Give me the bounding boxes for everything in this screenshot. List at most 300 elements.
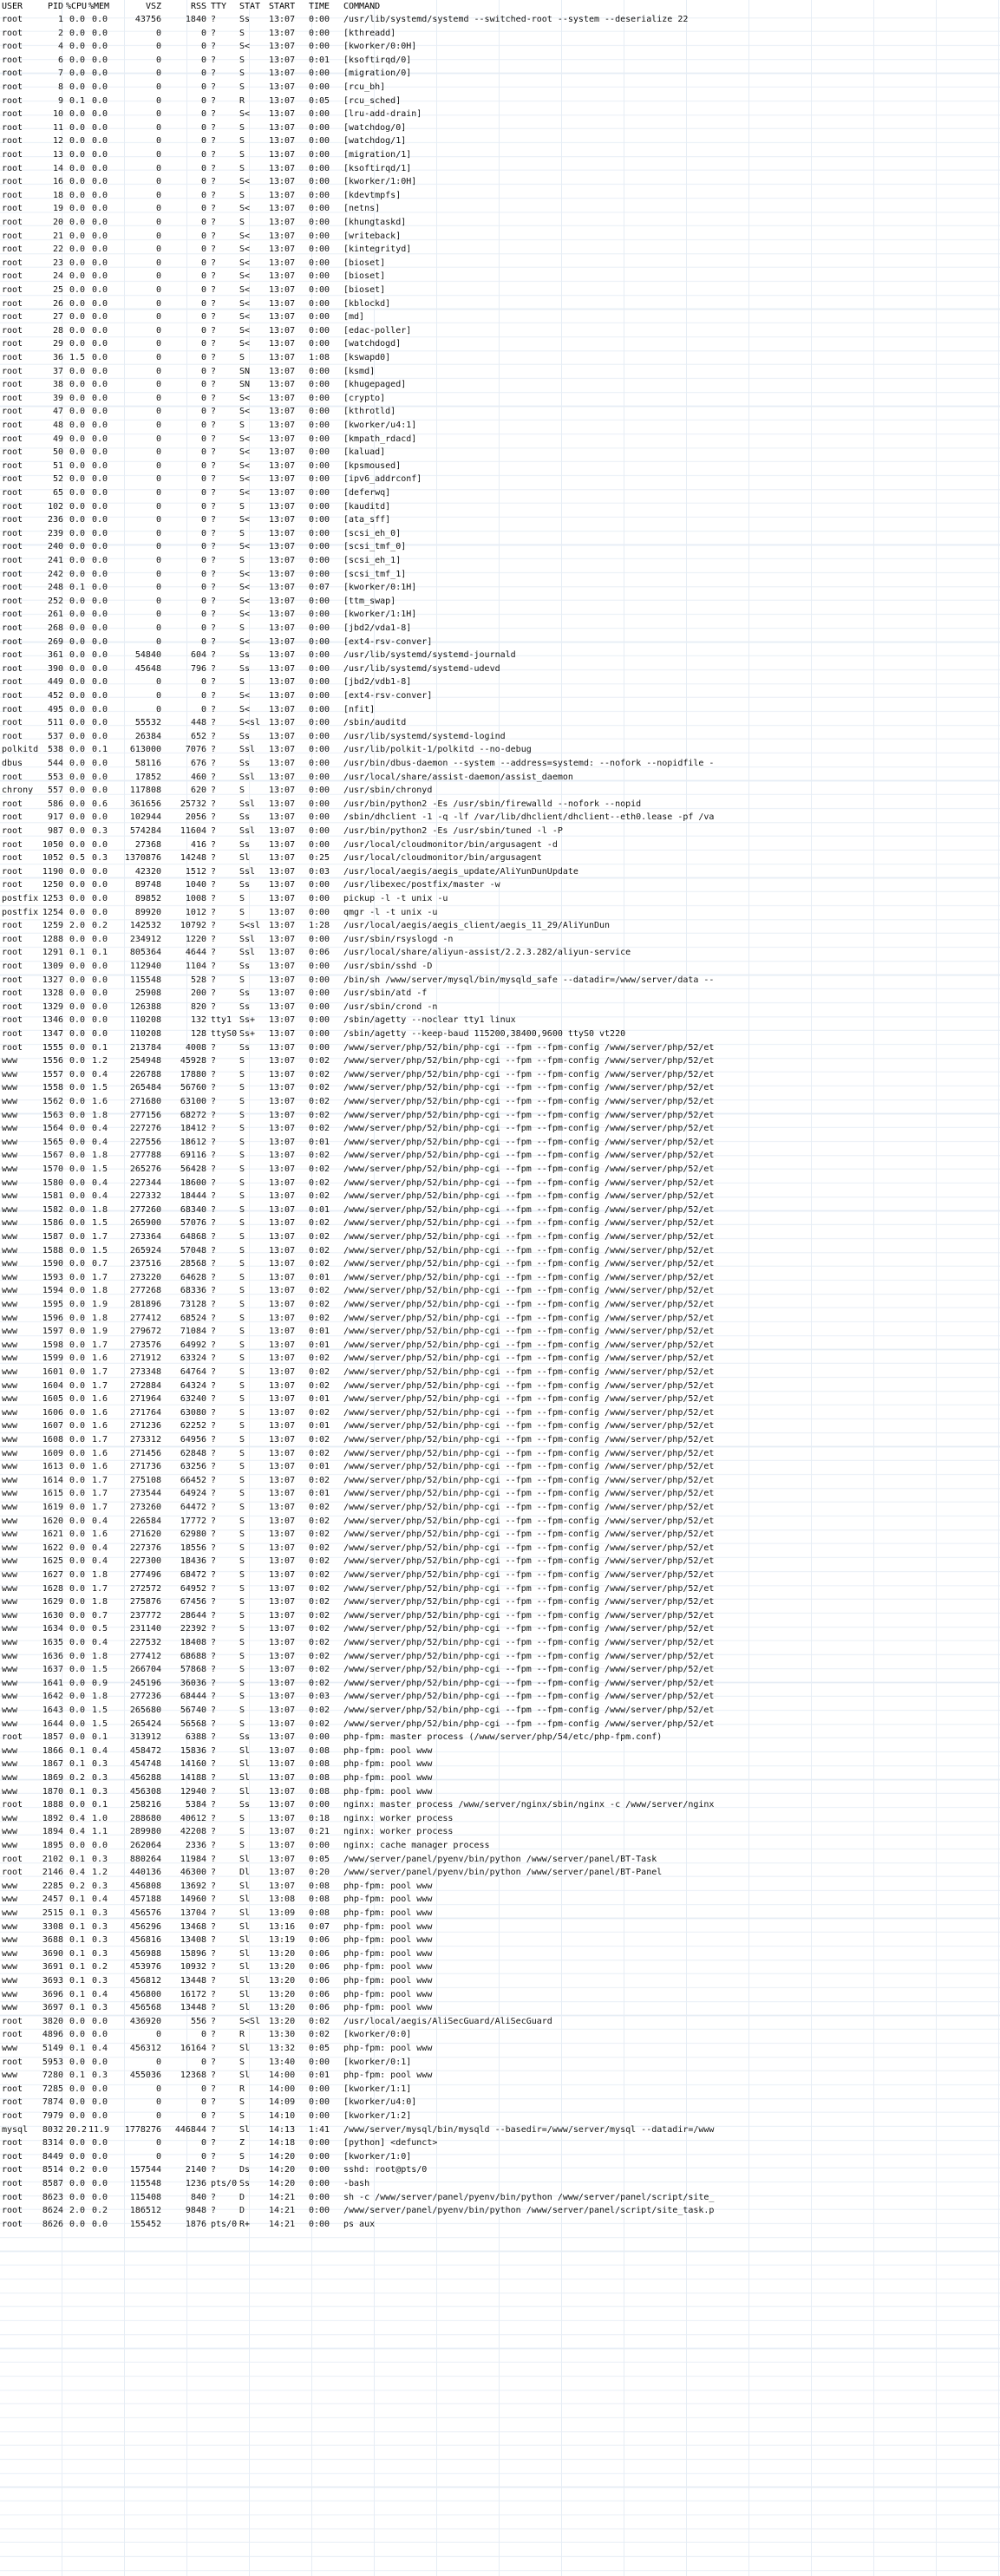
col-cpu: 0.0 [69, 1435, 85, 1445]
col-time: 0:03 [309, 1692, 330, 1702]
col-stat: S< [239, 407, 251, 417]
col-cpu: 0.0 [69, 55, 85, 65]
col-cpu: 0.5 [69, 853, 85, 864]
col-stat: S [239, 1597, 245, 1608]
col-user: www [2, 1881, 18, 1891]
col-cpu: 0.0 [69, 2138, 85, 2149]
col-mem: 1.7 [91, 1489, 108, 1499]
col-start: 13:07 [269, 1529, 296, 1540]
col-user: www [2, 2003, 18, 2013]
col-command: /www/server/php/52/bin/php-cgi --fpm --fpm-config /www/server/php/52/et [343, 1475, 715, 1485]
col-tty: ? [211, 1151, 217, 1161]
col-stat: Ss [239, 812, 251, 823]
header-cpu: %CPU [66, 2, 88, 11]
col-pid: 1347 [42, 1029, 63, 1039]
col-start: 14:18 [269, 2138, 296, 2149]
col-mem: 0.0 [91, 542, 108, 552]
col-cpu: 0.0 [69, 1705, 85, 1715]
col-time: 0:08 [309, 1745, 330, 1756]
col-mem: 0.0 [91, 325, 108, 336]
col-pid: 1622 [42, 1542, 63, 1553]
table-row [0, 243, 954, 257]
col-cpu: 0.0 [69, 1110, 85, 1120]
col-rss: 0 [200, 2151, 206, 2162]
col-command: /www/server/php/52/bin/php-cgi --fpm --fpm-config /www/server/php/52/et [343, 1583, 715, 1594]
table-row [0, 1663, 954, 1677]
col-mem: 1.2 [91, 1868, 108, 1878]
col-cpu: 0.0 [69, 2030, 85, 2040]
col-mem: 0.0 [91, 421, 108, 430]
col-mem: 0.3 [91, 2003, 108, 2013]
col-cpu: 0.0 [69, 150, 85, 160]
col-start: 13:07 [269, 1380, 296, 1391]
col-pid: 1604 [42, 1380, 63, 1391]
col-vsz: 275876 [129, 1597, 161, 1608]
col-vsz: 271620 [129, 1529, 161, 1540]
col-vsz: 281896 [129, 1300, 161, 1309]
col-pid: 1867 [42, 1759, 63, 1770]
col-user: www [2, 1745, 18, 1756]
col-user: root [2, 948, 23, 958]
col-time: 0:00 [309, 218, 330, 227]
col-cpu: 0.0 [69, 474, 85, 485]
col-time: 0:00 [309, 434, 330, 444]
col-rss: 6388 [185, 1732, 206, 1743]
col-mem: 0.0 [91, 271, 108, 282]
col-start: 13:07 [269, 285, 296, 295]
col-start: 13:07 [269, 190, 296, 200]
col-command: /www/server/php/52/bin/php-cgi --fpm --fpm-config /www/server/php/52/et [343, 1083, 715, 1093]
col-vsz: 456296 [129, 1921, 161, 1932]
col-start: 13:07 [269, 1340, 296, 1350]
col-command: /www/server/php/52/bin/php-cgi --fpm --fpm-config /www/server/php/52/et [343, 1705, 715, 1715]
col-user: root [2, 799, 23, 809]
col-cpu: 0.0 [69, 1529, 85, 1540]
col-user: www [2, 1407, 18, 1418]
col-stat: Ss [239, 663, 251, 674]
col-pid: 8032 [42, 2124, 63, 2135]
table-row [0, 1068, 954, 1082]
col-start: 13:07 [269, 759, 296, 768]
col-stat: S [239, 1462, 245, 1472]
col-start: 13:07 [269, 636, 296, 647]
col-pid: 8624 [42, 2206, 63, 2216]
col-stat: S [239, 1813, 245, 1823]
col-mem: 0.0 [91, 82, 108, 92]
col-vsz: 157544 [129, 2165, 161, 2175]
col-start: 13:07 [269, 1651, 296, 1661]
col-pid: 14 [52, 163, 63, 173]
col-time: 0:00 [309, 421, 330, 430]
col-vsz: 0 [155, 122, 161, 133]
col-rss: 14248 [180, 853, 206, 864]
col-stat: S [239, 1300, 245, 1309]
table-row [0, 595, 954, 609]
col-mem: 0.0 [91, 528, 108, 538]
col-vsz: 227276 [129, 1124, 161, 1134]
table-row [0, 1731, 954, 1745]
table-row [0, 1542, 954, 1555]
table-row [0, 2056, 954, 2070]
col-vsz: 0 [155, 366, 161, 376]
col-rss: 56568 [180, 1718, 206, 1729]
col-time: 0:00 [309, 1732, 330, 1743]
col-tty: ? [211, 1503, 217, 1512]
col-stat: Sl [239, 1759, 251, 1770]
col-vsz: 273544 [129, 1489, 161, 1499]
col-rss: 0 [200, 136, 206, 147]
col-user: www [2, 1895, 18, 1905]
col-time: 0:02 [309, 1624, 330, 1634]
col-start: 13:07 [269, 1124, 296, 1134]
col-start: 13:07 [269, 1745, 296, 1756]
col-pid: 1601 [42, 1367, 63, 1377]
col-rss: 42208 [180, 1827, 206, 1837]
col-time: 0:06 [309, 1935, 330, 1946]
col-rss: 36036 [180, 1678, 206, 1688]
col-cpu: 0.0 [69, 839, 85, 850]
col-pid: 1630 [42, 1610, 63, 1621]
col-stat: S< [239, 583, 251, 593]
col-command: /www/server/panel/pyenv/bin/python /www/server/panel/BT-Panel [343, 1868, 663, 1878]
col-mem: 0.0 [91, 934, 108, 944]
col-start: 14:21 [269, 2192, 296, 2202]
col-rss: 840 [190, 2192, 206, 2202]
table-row [0, 1109, 954, 1123]
col-mem: 0.0 [91, 1029, 108, 1039]
col-stat: Sl [239, 1976, 251, 1986]
col-user: root [2, 2179, 23, 2188]
col-mem: 0.0 [91, 2219, 108, 2229]
col-start: 14:20 [269, 2151, 296, 2162]
col-rss: 71084 [180, 1327, 206, 1337]
col-vsz: 0 [155, 68, 161, 79]
col-command: [watchdog/0] [343, 122, 407, 133]
col-pid: 26 [52, 298, 63, 309]
col-time: 0:00 [309, 718, 330, 728]
col-start: 13:07 [269, 258, 296, 268]
col-rss: 0 [200, 2138, 206, 2149]
col-vsz: 289980 [129, 1827, 161, 1837]
col-command: [kmpath_rdacd] [343, 434, 417, 444]
col-command: [kauditd] [343, 501, 391, 512]
col-command: /www/server/php/52/bin/php-cgi --fpm --fpm-config /www/server/php/52/et [343, 1678, 715, 1688]
col-cpu: 0.0 [69, 136, 85, 147]
col-pid: 3693 [42, 1976, 63, 1986]
col-cpu: 0.0 [69, 1083, 85, 1093]
col-stat: S< [239, 488, 251, 498]
col-start: 13:07 [269, 1394, 296, 1405]
col-rss: 12368 [180, 2071, 206, 2081]
col-time: 0:00 [309, 109, 330, 120]
col-pid: 8587 [42, 2179, 63, 2188]
col-tty: ? [211, 2111, 217, 2121]
col-stat: Ss [239, 731, 251, 741]
col-user: root [2, 298, 23, 309]
col-time: 0:00 [309, 136, 330, 147]
col-vsz: 262064 [129, 1841, 161, 1850]
header-mem: %MEM [88, 2, 110, 11]
col-mem: 1.5 [91, 1665, 108, 1675]
col-pid: 268 [47, 623, 63, 633]
col-stat: S< [239, 434, 251, 444]
col-vsz: 0 [155, 245, 161, 255]
col-cpu: 0.1 [69, 1745, 85, 1756]
col-mem: 0.0 [91, 393, 108, 403]
col-cpu: 0.0 [69, 1151, 85, 1161]
col-rss: 17772 [180, 1516, 206, 1526]
col-stat: S [239, 1435, 245, 1445]
table-row [0, 1419, 954, 1433]
col-command: php-fpm: pool www [343, 2003, 433, 2013]
col-start: 13:07 [269, 15, 296, 24]
col-time: 0:25 [309, 853, 330, 864]
col-cpu: 0.0 [69, 880, 85, 890]
col-stat: S< [239, 42, 251, 52]
col-cpu: 0.0 [69, 1448, 85, 1458]
col-start: 13:20 [269, 1976, 296, 1986]
col-user: www [2, 1448, 18, 1458]
col-cpu: 0.0 [69, 1489, 85, 1499]
col-vsz: 277156 [129, 1110, 161, 1120]
col-tty: ? [211, 1624, 217, 1634]
col-vsz: 226584 [129, 1516, 161, 1526]
col-vsz: 880264 [129, 1854, 161, 1864]
col-user: root [2, 460, 23, 471]
col-user: root [2, 150, 23, 160]
col-command: [rcu_bh] [343, 82, 386, 92]
col-tty: ? [211, 610, 217, 620]
col-cpu: 0.0 [69, 380, 85, 390]
col-tty: ? [211, 2138, 217, 2149]
col-time: 0:00 [309, 650, 330, 661]
col-command: [kworker/1:0H] [343, 177, 417, 187]
col-command: [kblockd] [343, 298, 391, 309]
col-tty: ? [211, 1597, 217, 1608]
col-cpu: 0.4 [69, 1868, 85, 1878]
col-command: php-fpm: pool www [343, 1908, 433, 1918]
col-vsz: 0 [155, 150, 161, 160]
col-tty: ? [211, 1097, 217, 1106]
col-command: /www/server/php/52/bin/php-cgi --fpm --fpm-config /www/server/php/52/et [343, 1042, 715, 1053]
col-command: [khugepaged] [343, 380, 407, 390]
col-mem: 0.0 [91, 2111, 108, 2121]
col-vsz: 117808 [129, 786, 161, 796]
col-pid: 37 [52, 366, 63, 376]
col-command: [ext4-rsv-conver] [343, 636, 433, 647]
col-tty: ? [211, 1110, 217, 1120]
col-user: root [2, 488, 23, 498]
col-cpu: 0.0 [69, 2151, 85, 2162]
col-command: /www/server/php/52/bin/php-cgi --fpm --fpm-config /www/server/php/52/et [343, 1624, 715, 1634]
col-stat: S [239, 150, 245, 160]
col-mem: 0.0 [91, 447, 108, 458]
col-cpu: 0.0 [69, 1800, 85, 1810]
col-vsz: 110208 [129, 1029, 161, 1039]
col-stat: S [239, 421, 245, 430]
col-command: /www/server/php/52/bin/php-cgi --fpm --fpm-config /www/server/php/52/et [343, 1380, 715, 1391]
col-mem: 0.3 [91, 2071, 108, 2081]
col-cpu: 0.0 [69, 1570, 85, 1580]
table-row [0, 1027, 954, 1041]
col-stat: Sl [239, 2003, 251, 2013]
col-pid: 20 [52, 218, 63, 227]
col-pid: 1636 [42, 1651, 63, 1661]
col-user: root [2, 663, 23, 674]
table-row [0, 1163, 954, 1177]
col-command: [kswapd0] [343, 353, 391, 362]
col-start: 13:07 [269, 962, 296, 971]
col-tty: ? [211, 786, 217, 796]
col-stat: S [239, 1421, 245, 1431]
col-pid: 3696 [42, 1989, 63, 1999]
col-mem: 0.3 [91, 853, 108, 864]
col-user: www [2, 1151, 18, 1161]
table-row [0, 933, 954, 947]
col-vsz: 456568 [129, 2003, 161, 2013]
col-time: 0:00 [309, 569, 330, 579]
col-mem: 0.0 [91, 610, 108, 620]
col-mem: 0.0 [91, 204, 108, 214]
col-pid: 3691 [42, 1962, 63, 1973]
col-tty: ? [211, 1638, 217, 1647]
col-mem: 0.0 [91, 839, 108, 850]
col-command: [deferwq] [343, 488, 391, 498]
col-command: /www/server/php/52/bin/php-cgi --fpm --fpm-config /www/server/php/52/et [343, 1489, 715, 1499]
col-vsz: 277260 [129, 1204, 161, 1215]
col-rss: 0 [200, 515, 206, 525]
col-user: www [2, 1516, 18, 1526]
table-row [0, 1812, 954, 1826]
col-start: 13:07 [269, 1665, 296, 1675]
col-rss: 63240 [180, 1394, 206, 1405]
table-row [0, 13, 954, 27]
col-vsz: 456308 [129, 1786, 161, 1797]
col-cpu: 0.0 [69, 636, 85, 647]
col-rss: 63100 [180, 1097, 206, 1106]
col-time: 0:00 [309, 366, 330, 376]
col-tty: ? [211, 1394, 217, 1405]
col-tty: ? [211, 1259, 217, 1269]
col-start: 13:07 [269, 122, 296, 133]
col-vsz: 0 [155, 231, 161, 241]
col-user: mysql [2, 2124, 29, 2135]
col-start: 13:07 [269, 1435, 296, 1445]
col-stat: S [239, 1692, 245, 1702]
col-pid: 537 [47, 731, 63, 741]
col-command: /www/server/php/52/bin/php-cgi --fpm --fpm-config /www/server/php/52/et [343, 1286, 715, 1296]
col-mem: 0.0 [91, 1841, 108, 1850]
col-user: www [2, 1380, 18, 1391]
col-time: 0:01 [309, 1340, 330, 1350]
col-tty: ? [211, 1908, 217, 1918]
col-stat: Z [239, 2138, 245, 2149]
col-tty: ? [211, 68, 217, 79]
col-cpu: 0.0 [69, 460, 85, 471]
col-mem: 0.3 [91, 1786, 108, 1797]
table-row [0, 1853, 954, 1867]
col-tty: ? [211, 1489, 217, 1499]
col-tty: ? [211, 1056, 217, 1066]
col-stat: Ss [239, 15, 251, 24]
col-cpu: 0.1 [69, 1759, 85, 1770]
col-pid: 1606 [42, 1407, 63, 1418]
col-time: 0:00 [309, 298, 330, 309]
col-tty: ? [211, 136, 217, 147]
col-time: 0:00 [309, 636, 330, 647]
col-vsz: 0 [155, 460, 161, 471]
col-stat: S< [239, 285, 251, 295]
col-command: [kintegrityd] [343, 245, 412, 255]
col-tty: ? [211, 2071, 217, 2081]
col-stat: S< [239, 691, 251, 701]
col-rss: 0 [200, 610, 206, 620]
col-tty: ? [211, 988, 217, 999]
col-mem: 0.0 [91, 515, 108, 525]
col-user: www [2, 1300, 18, 1309]
col-start: 13:07 [269, 1732, 296, 1743]
col-user: root [2, 393, 23, 403]
col-tty: ? [211, 528, 217, 538]
col-pid: 1866 [42, 1745, 63, 1756]
col-time: 0:00 [309, 245, 330, 255]
col-cpu: 0.0 [69, 1327, 85, 1337]
table-row [0, 1718, 954, 1731]
col-rss: 0 [200, 312, 206, 323]
table-row [0, 1460, 954, 1474]
col-cpu: 0.0 [69, 1191, 85, 1202]
col-rss: 1040 [185, 880, 206, 890]
col-tty: ? [211, 880, 217, 890]
col-rss: 1012 [185, 907, 206, 917]
col-rss: 28644 [180, 1610, 206, 1621]
col-time: 0:00 [309, 339, 330, 349]
header-time: TIME [309, 2, 330, 11]
col-mem: 0.0 [91, 380, 108, 390]
col-vsz: 0 [155, 501, 161, 512]
col-pid: 7874 [42, 2097, 63, 2108]
col-time: 0:00 [309, 380, 330, 390]
col-rss: 0 [200, 2097, 206, 2108]
table-row [0, 649, 954, 662]
col-start: 13:07 [269, 1218, 296, 1229]
col-mem: 1.8 [91, 1151, 108, 1161]
col-rss: 12940 [180, 1786, 206, 1797]
col-command: php-fpm: pool www [343, 1881, 433, 1891]
col-vsz: 58116 [134, 759, 161, 768]
table-row [0, 1014, 954, 1027]
col-mem: 0.4 [91, 1177, 108, 1188]
col-pid: 1615 [42, 1489, 63, 1499]
col-start: 13:07 [269, 312, 296, 323]
col-cpu: 2.0 [69, 921, 85, 931]
col-stat: S< [239, 177, 251, 187]
col-vsz: 0 [155, 488, 161, 498]
col-rss: 13468 [180, 1921, 206, 1932]
col-user: www [2, 1124, 18, 1134]
col-start: 14:21 [269, 2206, 296, 2216]
col-cpu: 0.0 [69, 190, 85, 200]
col-rss: 64952 [180, 1583, 206, 1594]
col-user: root [2, 880, 23, 890]
col-command: /www/server/php/52/bin/php-cgi --fpm --fpm-config /www/server/php/52/et [343, 1394, 715, 1405]
col-vsz: 115548 [129, 2179, 161, 2188]
col-vsz: 271236 [129, 1421, 161, 1431]
col-user: root [2, 2206, 23, 2216]
col-user: root [2, 975, 23, 985]
col-vsz: 0 [155, 596, 161, 606]
col-command: sh -c /www/server/panel/pyenv/bin/python /www/server/panel/script/site_ [343, 2192, 715, 2202]
